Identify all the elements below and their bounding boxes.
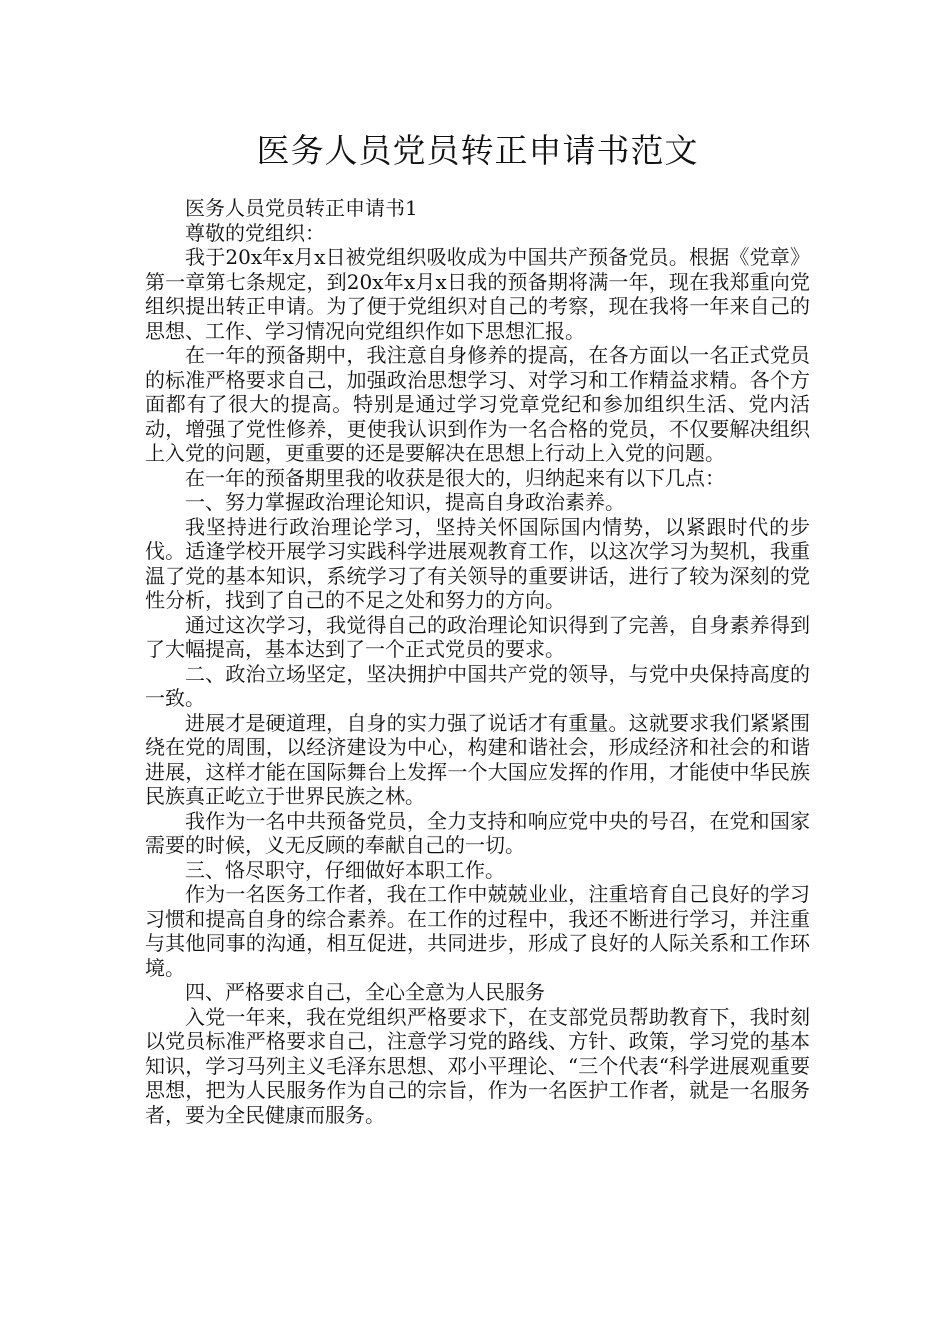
paragraph: 通过这次学习，我觉得自己的政治理论知识得到了完善，自身素养得到了大幅提高，基本达到了一个正式党员的要求。 (145, 612, 810, 661)
section-heading: 一、努力掌握政治理论知识，提高自身政治素养。 (185, 490, 625, 514)
document-title: 医务人员党员转正申请书范文 (256, 131, 699, 170)
paragraph: 作为一名医务工作者，我在工作中兢兢业业，注重培育自己良好的学习习惯和提高自身的综合素养。在工作的过程中，我还不断进行学习，并注重与其他同事的沟通，相互促进，共同进步，形成了良好的人际关系和工作环境。 (145, 882, 810, 980)
section-heading: 三、恪尽职守，仔细做好本职工作。 (185, 857, 505, 882)
paragraph: 我坚持进行政治理论学习，坚持关怀国际国内情势，以紧跟时代的步伐。适逢学校开展学习实践科学进展观教育工作，以这次学习为契机，我重温了党的基本知识，系统学习了有关领导的重要讲话，进行了较为深刻的党性分析，找到了自己的不足之处和努力的方向。 (145, 514, 810, 612)
document-subtitle: 医务人员党员转正申请书1 (185, 196, 418, 220)
document-body (145, 196, 810, 1127)
paragraph: 我于20x年x月x日被党组织吸收成为中国共产预备党员。根据《党章》第一章第七条规定，到20x年x月x日我的预备期将满一年，现在我郑重向党组织提出转正申请。为了便于党组织对自己的考察，现在我将一年来自己的思想、工作、学习情况向党组织作如下思想汇报。 (145, 245, 810, 343)
paragraph: 进展才是硬道理，自身的实力强了说话才有重量。这就要求我们紧紧围绕在党的周围，以经济建设为中心，构建和谐社会，形成经济和社会的和谐进展，这样才能在国际舞台上发挥一个大国应发挥的作用，才能使中华民族民族真正屹立于世界民族之林。 (145, 710, 810, 808)
document-page (145, 0, 810, 1127)
section-heading: 二、政治立场坚定，坚决拥护中国共产党的领导，与党中央保持高度的一致。 (145, 661, 810, 710)
paragraph: 我作为一名中共预备党员，全力支持和响应党中央的号召，在党和国家需要的时候，义无反顾的奉献自己的一切。 (145, 808, 810, 857)
section-heading: 四、严格要求自己，全心全意为人民服务 (185, 980, 545, 1004)
paragraph: 在一年的预备期里我的收获是很大的，归纳起来有以下几点： (185, 465, 725, 490)
salutation: 尊敬的党组织： (185, 220, 325, 245)
paragraph: 入党一年来，我在党组织严格要求下，在支部党员帮助教育下，我时刻以党员标准严格要求自己，注意学习党的路线、方针、政策，学习党的基本知识，学习马列主义毛泽东思想、邓小平理论、“三个代表“科学进展观重要思想，把为人民服务作为自己的宗旨，作为一名医护工作者，就是一名服务者，要为全民健康而服务。 (145, 1004, 810, 1127)
paragraph: 在一年的预备期中，我注意自身修养的提高，在各方面以一名正式党员的标准严格要求自己，加强政治思想学习、对学习和工作精益求精。各个方面都有了很大的提高。特别是通过学习党章党纪和参加组织生活、党内活动，增强了党性修养，更使我认识到作为一名合格的党员，不仅要解决组织上入党的问题，更重要的还是要解决在思想上行动上入党的问题。 (145, 343, 810, 465)
